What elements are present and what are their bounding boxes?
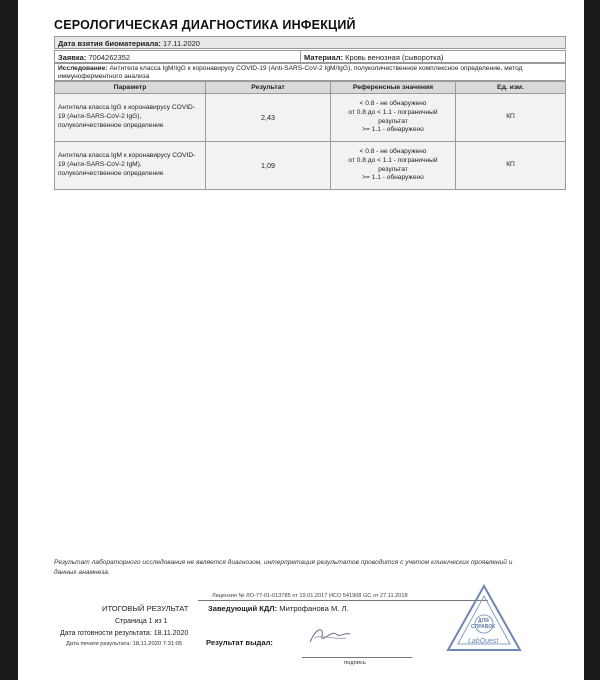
order-value: 7004262352 bbox=[88, 53, 131, 62]
result-cell: 2,43 bbox=[206, 94, 331, 142]
material-value: Кровь венозная (сыворотка) bbox=[345, 53, 444, 62]
lab-stamp bbox=[446, 584, 522, 654]
collection-date-value: 17.11.2020 bbox=[162, 39, 200, 48]
ref-line: < 0.8 - не обнаружено bbox=[359, 147, 427, 155]
param-cell: Антитела класса IgG к коронавирусу COVID-19 (Анти-SARS-CoV-2 IgG), полуколичественное определение bbox=[55, 94, 206, 142]
print-date: Дата печати результата: 18.11.2020 7:31:05 bbox=[66, 641, 183, 647]
disclaimer-text: Результат лабораторного исследования не является диагнозом, интерпретация результатов проводится с учетом клинических проявлений и данных анамнеза. bbox=[54, 559, 513, 576]
signature-caption: подпись bbox=[344, 660, 366, 666]
head-label: Заведующий КДЛ: bbox=[208, 604, 278, 613]
ref-line: от 0.8 до < 1.1 - пограничный результат bbox=[348, 108, 438, 125]
ref-line: >= 1.1 - обнаружено bbox=[362, 126, 424, 134]
collection-date-row bbox=[54, 36, 566, 49]
ref-line: от 0.8 до < 1.1 - пограничный результат bbox=[348, 156, 438, 173]
header-param: Параметр bbox=[55, 82, 206, 94]
license-text: Лицензия № ЛО-77-01-013785 от 19.01.2017 ИСО 541908 GC от 27.11.2018 bbox=[212, 593, 408, 599]
stamp-line2: СПРАВОК bbox=[471, 624, 496, 630]
header-ref: Референсные значения bbox=[331, 82, 456, 94]
table-row bbox=[55, 94, 566, 142]
results-table bbox=[54, 81, 566, 190]
page-title: СЕРОЛОГИЧЕСКАЯ ДИАГНОСТИКА ИНФЕКЦИЙ bbox=[54, 18, 356, 32]
stamp-line1: ДЛЯ bbox=[478, 618, 489, 624]
ref-line: >= 1.1 - обнаружено bbox=[362, 174, 424, 182]
unit-cell: КП bbox=[456, 142, 566, 190]
result-cell: 1,09 bbox=[206, 142, 331, 190]
head-name: Митрофанова М. Л. bbox=[279, 604, 349, 613]
signature-line bbox=[302, 657, 412, 658]
ref-line: < 0.8 - не обнаружено bbox=[359, 99, 427, 107]
order-row bbox=[54, 50, 566, 63]
license-divider bbox=[198, 600, 488, 601]
unit-cell: КП bbox=[456, 94, 566, 142]
head-of-lab bbox=[208, 604, 349, 613]
signature-image bbox=[306, 622, 354, 648]
ref-cell bbox=[331, 94, 456, 142]
page-number: Страница 1 из 1 bbox=[115, 618, 168, 625]
document-page bbox=[18, 0, 584, 680]
study-value: Антитела класса IgM/IgG к коронавирусу COVID-19 (Anti-SARS-CoV-2 IgM/IgG), полуколичественное комплексное определение, метод иммуноферментного анализа bbox=[58, 65, 523, 80]
param-cell: Антитела класса IgM к коронавирусу COVID-19 (Анти-SARS-CoV-2 IgM), полуколичественное определение bbox=[55, 142, 206, 190]
header-unit: Ед. изм. bbox=[456, 82, 566, 94]
issued-label: Результат выдал: bbox=[206, 638, 273, 647]
table-row bbox=[55, 142, 566, 190]
study-label: Исследование: bbox=[58, 65, 108, 72]
ready-date: Дата готовности результата: 18.11.2020 bbox=[60, 630, 189, 637]
order-label: Заявка: bbox=[58, 53, 87, 62]
material-label: Материал: bbox=[304, 53, 343, 62]
study-row bbox=[54, 63, 566, 81]
total-result-label: ИТОГОВЫЙ РЕЗУЛЬТАТ bbox=[102, 604, 189, 613]
header-result: Результат bbox=[206, 82, 331, 94]
stamp-brand: LabQuest bbox=[468, 638, 499, 645]
collection-date-label: Дата взятия биоматериала: bbox=[58, 39, 161, 48]
ref-cell bbox=[331, 142, 456, 190]
